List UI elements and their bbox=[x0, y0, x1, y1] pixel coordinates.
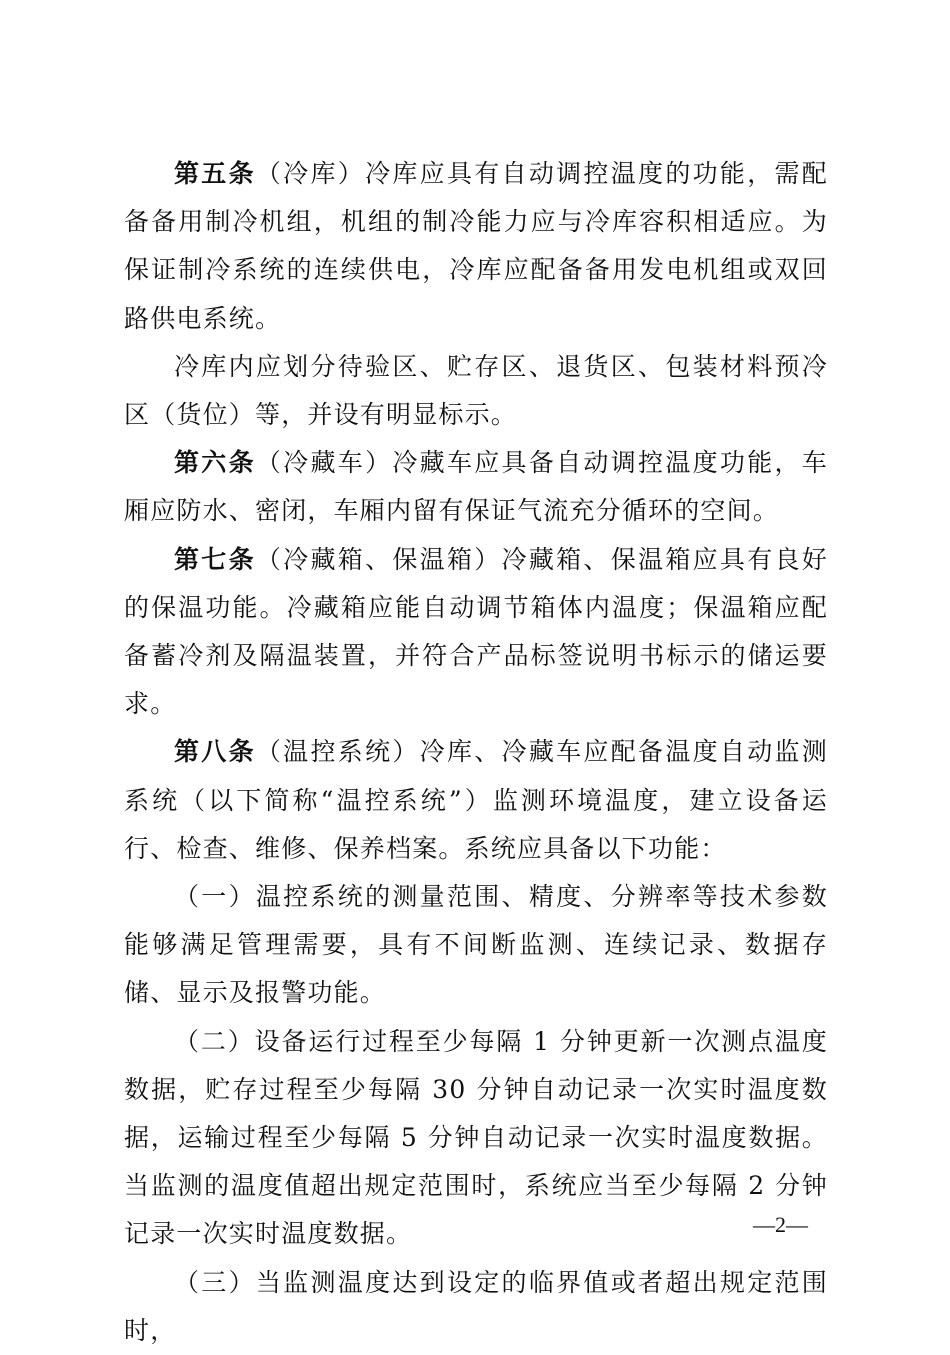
paragraph-article-5 bbox=[124, 150, 828, 343]
paragraph-text: （三）当监测温度达到设定的临界值或者超出规定范围时， bbox=[124, 1267, 828, 1345]
article-label: 第五条 bbox=[174, 159, 256, 188]
paragraph-item-2 bbox=[124, 1018, 828, 1259]
paragraph-article-7 bbox=[124, 536, 828, 729]
article-label: 第七条 bbox=[174, 544, 256, 574]
page-number: —2— bbox=[753, 1212, 808, 1237]
paragraph-text: （温控系统）冷库、冷藏车应配备温度自动监测系统（以下简称“温控系统”）监测环境温度，建立设备运行、检查、维修、保养档案。系统应具备以下功能： bbox=[124, 737, 828, 863]
paragraph-text: （二）设备运行过程至少每隔 1 分钟更新一次测点温度数据，贮存过程至少每隔 30 分钟自动记录一次实时温度数据，运输过程至少每隔 5 分钟自动记录一次实时温度数据。当监测的温度值超出规定范围时，系统应当至少每隔 2 分钟记录一次实时温度数据。 bbox=[124, 1026, 828, 1249]
paragraph-text: （冷库）冷库应具有自动调控温度的功能，需配备备用制冷机组，机组的制冷能力应与冷库容积相适应。为保证制冷系统的连续供电，冷库应配备备用发电机组或双回路供电系统。 bbox=[124, 159, 828, 333]
paragraph-text: （冷藏箱、保温箱）冷藏箱、保温箱应具有良好的保温功能。冷藏箱应能自动调节箱体内温度；保温箱应配备蓄冷剂及隔温装置，并符合产品标签说明书标示的储运要求。 bbox=[124, 544, 828, 719]
paragraph-cold-storage-zones bbox=[124, 343, 828, 439]
article-label: 第八条 bbox=[174, 737, 256, 767]
paragraph-item-3 bbox=[124, 1259, 828, 1355]
paragraph-article-8 bbox=[124, 728, 828, 873]
article-label: 第六条 bbox=[174, 448, 256, 478]
paragraph-item-1 bbox=[124, 873, 828, 1018]
document-body bbox=[124, 150, 828, 1355]
paragraph-text: （冷藏车）冷藏车应具备自动调控温度功能，车厢应防水、密闭，车厢内留有保证气流充分循环的空间。 bbox=[124, 448, 828, 526]
paragraph-article-6 bbox=[124, 439, 828, 535]
paragraph-text: 冷库内应划分待验区、贮存区、退货区、包装材料预冷区（货位）等，并设有明显标示。 bbox=[124, 351, 828, 430]
paragraph-text: （一）温控系统的测量范围、精度、分辨率等技术参数能够满足管理需要，具有不间断监测、连续记录、数据存储、显示及报警功能。 bbox=[124, 882, 828, 1008]
